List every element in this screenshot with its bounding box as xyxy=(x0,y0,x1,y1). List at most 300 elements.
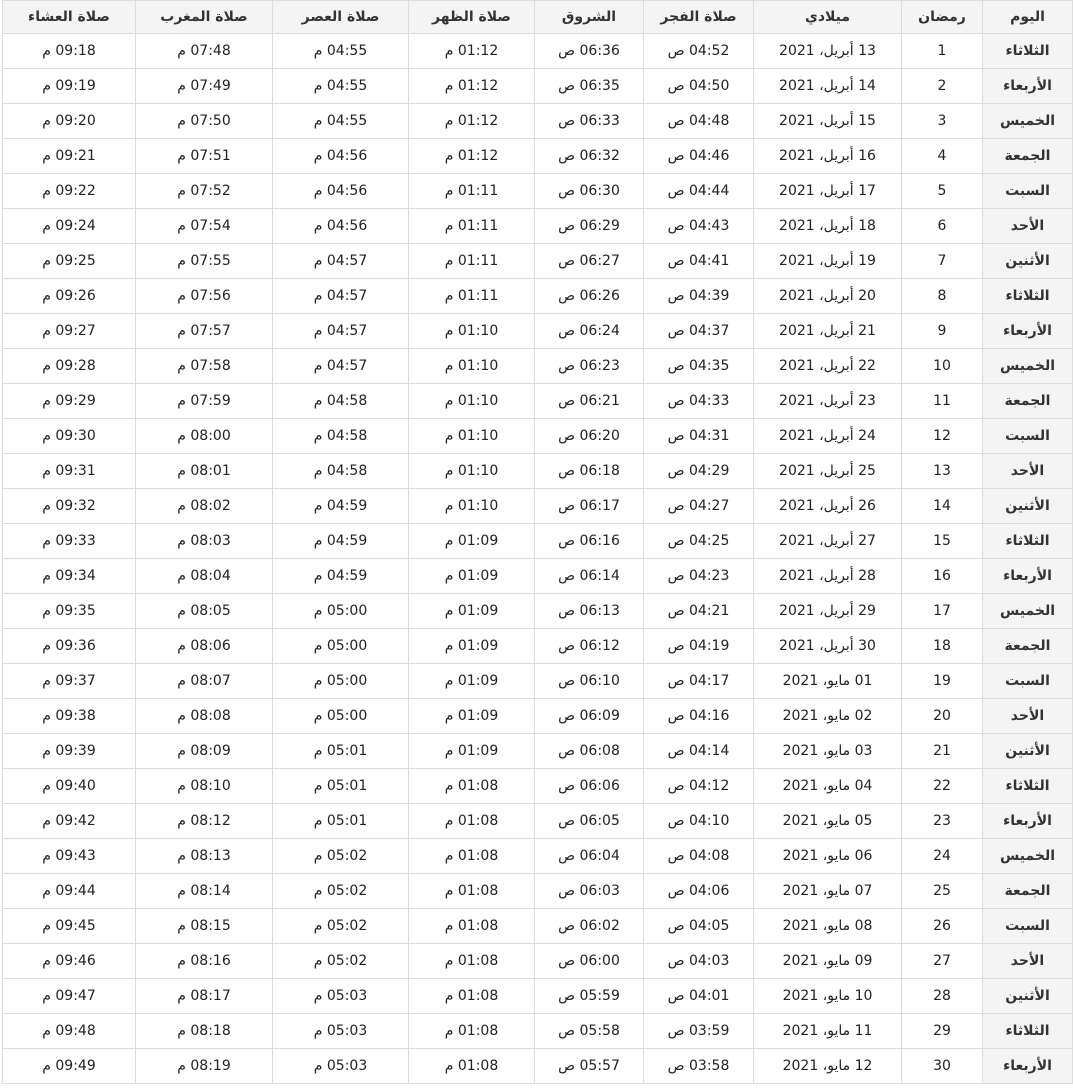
isha-time-cell: 09:33 م xyxy=(3,524,136,559)
ramadan-cell: 30 xyxy=(902,1049,983,1084)
header-row xyxy=(3,1,1073,34)
maghrib-time-cell: 07:59 م xyxy=(136,384,273,419)
table-header xyxy=(3,1,1073,34)
table-row xyxy=(3,384,1073,419)
isha-time-cell: 09:43 م xyxy=(3,839,136,874)
fajr-time-cell: 04:06 ص xyxy=(644,874,754,909)
maghrib-time-cell: 07:58 م xyxy=(136,349,273,384)
asr-time-cell: 04:57 م xyxy=(273,279,409,314)
gregorian-date-cell: 09 مايو، 2021 xyxy=(754,944,902,979)
isha-time-cell: 09:42 م xyxy=(3,804,136,839)
ramadan-cell: 25 xyxy=(902,874,983,909)
day-cell: الأربعاء xyxy=(983,1049,1073,1084)
isha-time-cell: 09:36 م xyxy=(3,629,136,664)
maghrib-time-cell: 07:52 م xyxy=(136,174,273,209)
dhuhr-time-cell: 01:12 م xyxy=(409,139,535,174)
table-row xyxy=(3,804,1073,839)
gregorian-date-cell: 17 أبريل، 2021 xyxy=(754,174,902,209)
ramadan-cell: 26 xyxy=(902,909,983,944)
ramadan-cell: 16 xyxy=(902,559,983,594)
gregorian-date-cell: 27 أبريل، 2021 xyxy=(754,524,902,559)
isha-time-cell: 09:22 م xyxy=(3,174,136,209)
table-row xyxy=(3,559,1073,594)
table-row xyxy=(3,874,1073,909)
maghrib-time-cell: 08:10 م xyxy=(136,769,273,804)
day-cell: الجمعة xyxy=(983,384,1073,419)
table-row xyxy=(3,699,1073,734)
table-body xyxy=(3,34,1073,1084)
isha-time-cell: 09:46 م xyxy=(3,944,136,979)
day-cell: الأثنين xyxy=(983,979,1073,1014)
header-gregorian: ميلادي xyxy=(754,1,902,34)
table-row xyxy=(3,104,1073,139)
gregorian-date-cell: 14 أبريل، 2021 xyxy=(754,69,902,104)
asr-time-cell: 04:55 م xyxy=(273,104,409,139)
isha-time-cell: 09:49 م xyxy=(3,1049,136,1084)
ramadan-cell: 17 xyxy=(902,594,983,629)
fajr-time-cell: 04:05 ص xyxy=(644,909,754,944)
isha-time-cell: 09:18 م xyxy=(3,34,136,69)
dhuhr-time-cell: 01:10 م xyxy=(409,454,535,489)
dhuhr-time-cell: 01:08 م xyxy=(409,944,535,979)
gregorian-date-cell: 05 مايو، 2021 xyxy=(754,804,902,839)
table-row xyxy=(3,839,1073,874)
asr-time-cell: 05:03 م xyxy=(273,1014,409,1049)
day-cell: الأحد xyxy=(983,944,1073,979)
isha-time-cell: 09:39 م xyxy=(3,734,136,769)
day-cell: الأثنين xyxy=(983,244,1073,279)
asr-time-cell: 05:01 م xyxy=(273,804,409,839)
isha-time-cell: 09:21 م xyxy=(3,139,136,174)
fajr-time-cell: 04:48 ص xyxy=(644,104,754,139)
day-cell: الثلاثاء xyxy=(983,1014,1073,1049)
day-cell: السبت xyxy=(983,664,1073,699)
fajr-time-cell: 04:25 ص xyxy=(644,524,754,559)
isha-time-cell: 09:35 م xyxy=(3,594,136,629)
ramadan-cell: 20 xyxy=(902,699,983,734)
dhuhr-time-cell: 01:08 م xyxy=(409,909,535,944)
dhuhr-time-cell: 01:08 م xyxy=(409,979,535,1014)
isha-time-cell: 09:44 م xyxy=(3,874,136,909)
fajr-time-cell: 04:17 ص xyxy=(644,664,754,699)
gregorian-date-cell: 12 مايو، 2021 xyxy=(754,1049,902,1084)
dhuhr-time-cell: 01:11 م xyxy=(409,174,535,209)
shuruq-time-cell: 06:26 ص xyxy=(535,279,644,314)
table-row xyxy=(3,734,1073,769)
shuruq-time-cell: 06:03 ص xyxy=(535,874,644,909)
asr-time-cell: 05:03 م xyxy=(273,1049,409,1084)
day-cell: الخميس xyxy=(983,349,1073,384)
asr-time-cell: 04:56 م xyxy=(273,209,409,244)
shuruq-time-cell: 06:29 ص xyxy=(535,209,644,244)
table-row xyxy=(3,489,1073,524)
gregorian-date-cell: 11 مايو، 2021 xyxy=(754,1014,902,1049)
dhuhr-time-cell: 01:08 م xyxy=(409,1049,535,1084)
maghrib-time-cell: 08:03 م xyxy=(136,524,273,559)
table-row xyxy=(3,349,1073,384)
isha-time-cell: 09:32 م xyxy=(3,489,136,524)
fajr-time-cell: 04:44 ص xyxy=(644,174,754,209)
ramadan-cell: 19 xyxy=(902,664,983,699)
maghrib-time-cell: 08:12 م xyxy=(136,804,273,839)
fajr-time-cell: 04:46 ص xyxy=(644,139,754,174)
fajr-time-cell: 04:01 ص xyxy=(644,979,754,1014)
dhuhr-time-cell: 01:10 م xyxy=(409,349,535,384)
maghrib-time-cell: 07:48 م xyxy=(136,34,273,69)
dhuhr-time-cell: 01:09 م xyxy=(409,594,535,629)
day-cell: الثلاثاء xyxy=(983,769,1073,804)
shuruq-time-cell: 06:21 ص xyxy=(535,384,644,419)
ramadan-cell: 6 xyxy=(902,209,983,244)
asr-time-cell: 05:02 م xyxy=(273,944,409,979)
maghrib-time-cell: 07:49 م xyxy=(136,69,273,104)
day-cell: الأحد xyxy=(983,209,1073,244)
day-cell: الخميس xyxy=(983,839,1073,874)
asr-time-cell: 04:58 م xyxy=(273,454,409,489)
shuruq-time-cell: 06:00 ص xyxy=(535,944,644,979)
ramadan-cell: 18 xyxy=(902,629,983,664)
gregorian-date-cell: 13 أبريل، 2021 xyxy=(754,34,902,69)
header-dhuhr: صلاة الظهر xyxy=(409,1,535,34)
maghrib-time-cell: 08:15 م xyxy=(136,909,273,944)
isha-time-cell: 09:26 م xyxy=(3,279,136,314)
table-row xyxy=(3,314,1073,349)
fajr-time-cell: 04:52 ص xyxy=(644,34,754,69)
day-cell: الجمعة xyxy=(983,874,1073,909)
gregorian-date-cell: 04 مايو، 2021 xyxy=(754,769,902,804)
table-row xyxy=(3,244,1073,279)
gregorian-date-cell: 10 مايو، 2021 xyxy=(754,979,902,1014)
gregorian-date-cell: 23 أبريل، 2021 xyxy=(754,384,902,419)
asr-time-cell: 04:58 م xyxy=(273,384,409,419)
shuruq-time-cell: 06:18 ص xyxy=(535,454,644,489)
ramadan-cell: 13 xyxy=(902,454,983,489)
ramadan-cell: 12 xyxy=(902,419,983,454)
gregorian-date-cell: 26 أبريل، 2021 xyxy=(754,489,902,524)
table-row xyxy=(3,209,1073,244)
day-cell: الثلاثاء xyxy=(983,524,1073,559)
day-cell: الأثنين xyxy=(983,489,1073,524)
dhuhr-time-cell: 01:09 م xyxy=(409,734,535,769)
gregorian-date-cell: 03 مايو، 2021 xyxy=(754,734,902,769)
shuruq-time-cell: 06:09 ص xyxy=(535,699,644,734)
asr-time-cell: 05:00 م xyxy=(273,594,409,629)
ramadan-cell: 3 xyxy=(902,104,983,139)
day-cell: الأربعاء xyxy=(983,314,1073,349)
ramadan-cell: 7 xyxy=(902,244,983,279)
asr-time-cell: 05:00 م xyxy=(273,664,409,699)
dhuhr-time-cell: 01:11 م xyxy=(409,209,535,244)
fajr-time-cell: 04:08 ص xyxy=(644,839,754,874)
maghrib-time-cell: 07:50 م xyxy=(136,104,273,139)
shuruq-time-cell: 06:14 ص xyxy=(535,559,644,594)
dhuhr-time-cell: 01:09 م xyxy=(409,559,535,594)
maghrib-time-cell: 08:19 م xyxy=(136,1049,273,1084)
dhuhr-time-cell: 01:09 م xyxy=(409,629,535,664)
fajr-time-cell: 04:27 ص xyxy=(644,489,754,524)
shuruq-time-cell: 05:58 ص xyxy=(535,1014,644,1049)
table-row xyxy=(3,594,1073,629)
shuruq-time-cell: 06:04 ص xyxy=(535,839,644,874)
table-row xyxy=(3,664,1073,699)
maghrib-time-cell: 08:00 م xyxy=(136,419,273,454)
shuruq-time-cell: 06:30 ص xyxy=(535,174,644,209)
ramadan-cell: 1 xyxy=(902,34,983,69)
dhuhr-time-cell: 01:08 م xyxy=(409,1014,535,1049)
shuruq-time-cell: 06:23 ص xyxy=(535,349,644,384)
fajr-time-cell: 04:12 ص xyxy=(644,769,754,804)
shuruq-time-cell: 06:12 ص xyxy=(535,629,644,664)
asr-time-cell: 05:03 م xyxy=(273,979,409,1014)
table-row xyxy=(3,1049,1073,1084)
header-isha: صلاة العشاء xyxy=(3,1,136,34)
fajr-time-cell: 04:43 ص xyxy=(644,209,754,244)
ramadan-cell: 9 xyxy=(902,314,983,349)
maghrib-time-cell: 08:09 م xyxy=(136,734,273,769)
maghrib-time-cell: 08:14 م xyxy=(136,874,273,909)
shuruq-time-cell: 06:35 ص xyxy=(535,69,644,104)
asr-time-cell: 04:57 م xyxy=(273,244,409,279)
fajr-time-cell: 04:31 ص xyxy=(644,419,754,454)
maghrib-time-cell: 08:13 م xyxy=(136,839,273,874)
day-cell: الجمعة xyxy=(983,629,1073,664)
shuruq-time-cell: 06:20 ص xyxy=(535,419,644,454)
fajr-time-cell: 04:16 ص xyxy=(644,699,754,734)
fajr-time-cell: 03:59 ص xyxy=(644,1014,754,1049)
dhuhr-time-cell: 01:12 م xyxy=(409,34,535,69)
day-cell: الخميس xyxy=(983,104,1073,139)
day-cell: الخميس xyxy=(983,594,1073,629)
dhuhr-time-cell: 01:11 م xyxy=(409,244,535,279)
fajr-time-cell: 04:10 ص xyxy=(644,804,754,839)
isha-time-cell: 09:27 م xyxy=(3,314,136,349)
isha-time-cell: 09:30 م xyxy=(3,419,136,454)
gregorian-date-cell: 24 أبريل، 2021 xyxy=(754,419,902,454)
maghrib-time-cell: 07:56 م xyxy=(136,279,273,314)
asr-time-cell: 04:55 م xyxy=(273,34,409,69)
ramadan-cell: 10 xyxy=(902,349,983,384)
dhuhr-time-cell: 01:12 م xyxy=(409,69,535,104)
shuruq-time-cell: 05:57 ص xyxy=(535,1049,644,1084)
day-cell: الأربعاء xyxy=(983,69,1073,104)
isha-time-cell: 09:37 م xyxy=(3,664,136,699)
isha-time-cell: 09:20 م xyxy=(3,104,136,139)
day-cell: الأربعاء xyxy=(983,804,1073,839)
isha-time-cell: 09:45 م xyxy=(3,909,136,944)
asr-time-cell: 04:59 م xyxy=(273,559,409,594)
fajr-time-cell: 04:35 ص xyxy=(644,349,754,384)
ramadan-cell: 27 xyxy=(902,944,983,979)
gregorian-date-cell: 20 أبريل، 2021 xyxy=(754,279,902,314)
day-cell: الثلاثاء xyxy=(983,279,1073,314)
asr-time-cell: 05:01 م xyxy=(273,734,409,769)
maghrib-time-cell: 08:17 م xyxy=(136,979,273,1014)
isha-time-cell: 09:24 م xyxy=(3,209,136,244)
table-row xyxy=(3,174,1073,209)
fajr-time-cell: 04:41 ص xyxy=(644,244,754,279)
fajr-time-cell: 03:58 ص xyxy=(644,1049,754,1084)
gregorian-date-cell: 08 مايو، 2021 xyxy=(754,909,902,944)
fajr-time-cell: 04:03 ص xyxy=(644,944,754,979)
isha-time-cell: 09:25 م xyxy=(3,244,136,279)
shuruq-time-cell: 06:33 ص xyxy=(535,104,644,139)
maghrib-time-cell: 08:18 م xyxy=(136,1014,273,1049)
dhuhr-time-cell: 01:08 م xyxy=(409,874,535,909)
fajr-time-cell: 04:37 ص xyxy=(644,314,754,349)
ramadan-cell: 21 xyxy=(902,734,983,769)
maghrib-time-cell: 08:06 م xyxy=(136,629,273,664)
maghrib-time-cell: 07:57 م xyxy=(136,314,273,349)
table-row xyxy=(3,944,1073,979)
dhuhr-time-cell: 01:10 م xyxy=(409,489,535,524)
table-row xyxy=(3,454,1073,489)
dhuhr-time-cell: 01:09 م xyxy=(409,664,535,699)
table-row xyxy=(3,524,1073,559)
fajr-time-cell: 04:33 ص xyxy=(644,384,754,419)
ramadan-cell: 28 xyxy=(902,979,983,1014)
fajr-time-cell: 04:21 ص xyxy=(644,594,754,629)
shuruq-time-cell: 06:17 ص xyxy=(535,489,644,524)
dhuhr-time-cell: 01:08 م xyxy=(409,839,535,874)
asr-time-cell: 04:57 م xyxy=(273,314,409,349)
ramadan-cell: 15 xyxy=(902,524,983,559)
dhuhr-time-cell: 01:12 م xyxy=(409,104,535,139)
shuruq-time-cell: 06:36 ص xyxy=(535,34,644,69)
isha-time-cell: 09:19 م xyxy=(3,69,136,104)
table-row xyxy=(3,979,1073,1014)
isha-time-cell: 09:34 م xyxy=(3,559,136,594)
table-row xyxy=(3,769,1073,804)
maghrib-time-cell: 07:55 م xyxy=(136,244,273,279)
day-cell: الثلاثاء xyxy=(983,34,1073,69)
table-row xyxy=(3,69,1073,104)
isha-time-cell: 09:29 م xyxy=(3,384,136,419)
shuruq-time-cell: 06:13 ص xyxy=(535,594,644,629)
maghrib-time-cell: 08:16 م xyxy=(136,944,273,979)
day-cell: السبت xyxy=(983,174,1073,209)
table-row xyxy=(3,279,1073,314)
ramadan-cell: 2 xyxy=(902,69,983,104)
table-row xyxy=(3,629,1073,664)
header-asr: صلاة العصر xyxy=(273,1,409,34)
ramadan-cell: 5 xyxy=(902,174,983,209)
header-maghrib: صلاة المغرب xyxy=(136,1,273,34)
fajr-time-cell: 04:50 ص xyxy=(644,69,754,104)
gregorian-date-cell: 16 أبريل، 2021 xyxy=(754,139,902,174)
asr-time-cell: 04:58 م xyxy=(273,419,409,454)
asr-time-cell: 04:59 م xyxy=(273,524,409,559)
dhuhr-time-cell: 01:10 م xyxy=(409,384,535,419)
shuruq-time-cell: 06:27 ص xyxy=(535,244,644,279)
maghrib-time-cell: 08:04 م xyxy=(136,559,273,594)
asr-time-cell: 04:56 م xyxy=(273,139,409,174)
shuruq-time-cell: 06:06 ص xyxy=(535,769,644,804)
shuruq-time-cell: 06:02 ص xyxy=(535,909,644,944)
gregorian-date-cell: 30 أبريل، 2021 xyxy=(754,629,902,664)
prayer-times-table xyxy=(2,0,1073,1084)
maghrib-time-cell: 08:01 م xyxy=(136,454,273,489)
fajr-time-cell: 04:23 ص xyxy=(644,559,754,594)
fajr-time-cell: 04:39 ص xyxy=(644,279,754,314)
shuruq-time-cell: 06:10 ص xyxy=(535,664,644,699)
asr-time-cell: 04:56 م xyxy=(273,174,409,209)
header-ramadan: رمضان xyxy=(902,1,983,34)
day-cell: السبت xyxy=(983,909,1073,944)
dhuhr-time-cell: 01:09 م xyxy=(409,524,535,559)
gregorian-date-cell: 22 أبريل، 2021 xyxy=(754,349,902,384)
asr-time-cell: 05:00 م xyxy=(273,629,409,664)
header-shuruq: الشروق xyxy=(535,1,644,34)
shuruq-time-cell: 06:32 ص xyxy=(535,139,644,174)
ramadan-cell: 23 xyxy=(902,804,983,839)
shuruq-time-cell: 06:24 ص xyxy=(535,314,644,349)
table-row xyxy=(3,419,1073,454)
header-fajr: صلاة الفجر xyxy=(644,1,754,34)
gregorian-date-cell: 25 أبريل، 2021 xyxy=(754,454,902,489)
maghrib-time-cell: 08:05 م xyxy=(136,594,273,629)
ramadan-cell: 22 xyxy=(902,769,983,804)
shuruq-time-cell: 06:08 ص xyxy=(535,734,644,769)
dhuhr-time-cell: 01:11 م xyxy=(409,279,535,314)
gregorian-date-cell: 28 أبريل، 2021 xyxy=(754,559,902,594)
gregorian-date-cell: 29 أبريل، 2021 xyxy=(754,594,902,629)
table-row xyxy=(3,139,1073,174)
maghrib-time-cell: 08:07 م xyxy=(136,664,273,699)
gregorian-date-cell: 02 مايو، 2021 xyxy=(754,699,902,734)
asr-time-cell: 04:57 م xyxy=(273,349,409,384)
asr-time-cell: 04:55 م xyxy=(273,69,409,104)
ramadan-cell: 4 xyxy=(902,139,983,174)
day-cell: الأربعاء xyxy=(983,559,1073,594)
gregorian-date-cell: 06 مايو، 2021 xyxy=(754,839,902,874)
ramadan-cell: 24 xyxy=(902,839,983,874)
dhuhr-time-cell: 01:10 م xyxy=(409,314,535,349)
asr-time-cell: 05:02 م xyxy=(273,874,409,909)
day-cell: الجمعة xyxy=(983,139,1073,174)
gregorian-date-cell: 19 أبريل، 2021 xyxy=(754,244,902,279)
table-row xyxy=(3,1014,1073,1049)
asr-time-cell: 05:01 م xyxy=(273,769,409,804)
dhuhr-time-cell: 01:10 م xyxy=(409,419,535,454)
asr-time-cell: 05:02 م xyxy=(273,909,409,944)
fajr-time-cell: 04:29 ص xyxy=(644,454,754,489)
shuruq-time-cell: 06:16 ص xyxy=(535,524,644,559)
gregorian-date-cell: 01 مايو، 2021 xyxy=(754,664,902,699)
dhuhr-time-cell: 01:09 م xyxy=(409,699,535,734)
header-day: اليوم xyxy=(983,1,1073,34)
maghrib-time-cell: 07:54 م xyxy=(136,209,273,244)
ramadan-cell: 8 xyxy=(902,279,983,314)
day-cell: الأثنين xyxy=(983,734,1073,769)
day-cell: السبت xyxy=(983,419,1073,454)
table-row xyxy=(3,909,1073,944)
maghrib-time-cell: 08:08 م xyxy=(136,699,273,734)
table-row xyxy=(3,34,1073,69)
gregorian-date-cell: 18 أبريل، 2021 xyxy=(754,209,902,244)
gregorian-date-cell: 21 أبريل، 2021 xyxy=(754,314,902,349)
ramadan-cell: 11 xyxy=(902,384,983,419)
asr-time-cell: 05:02 م xyxy=(273,839,409,874)
isha-time-cell: 09:48 م xyxy=(3,1014,136,1049)
isha-time-cell: 09:31 م xyxy=(3,454,136,489)
maghrib-time-cell: 07:51 م xyxy=(136,139,273,174)
shuruq-time-cell: 06:05 ص xyxy=(535,804,644,839)
day-cell: الأحد xyxy=(983,699,1073,734)
asr-time-cell: 05:00 م xyxy=(273,699,409,734)
ramadan-cell: 29 xyxy=(902,1014,983,1049)
gregorian-date-cell: 15 أبريل، 2021 xyxy=(754,104,902,139)
isha-time-cell: 09:38 م xyxy=(3,699,136,734)
